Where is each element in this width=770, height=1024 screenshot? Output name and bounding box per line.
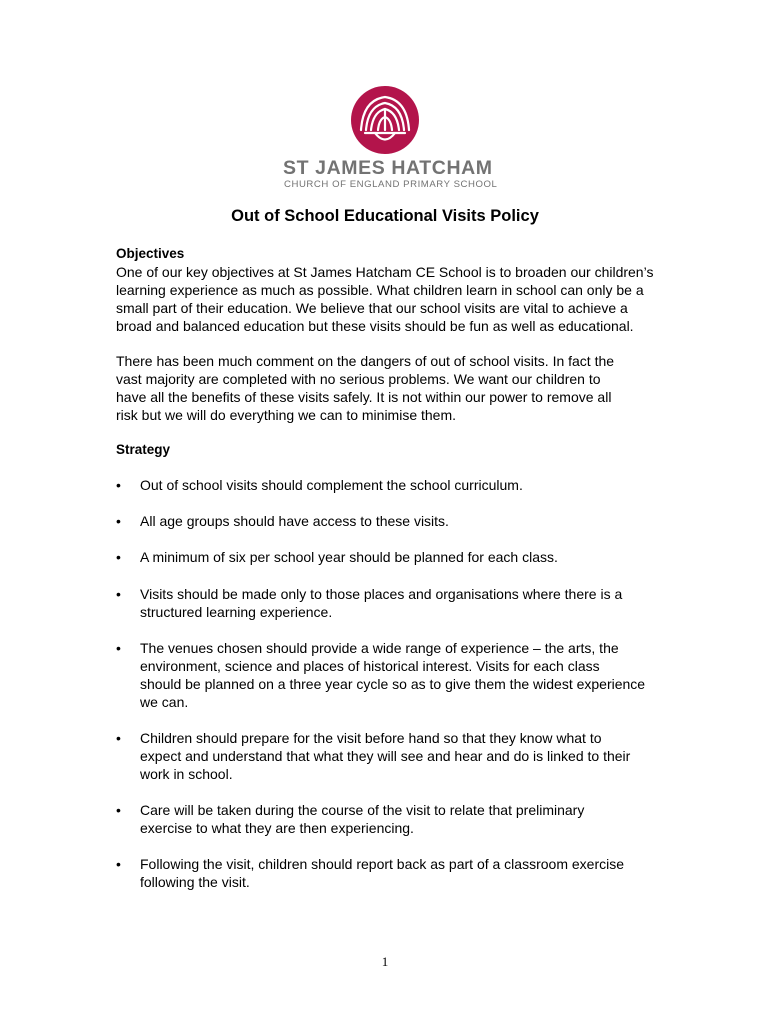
objectives-heading: Objectives — [116, 246, 185, 261]
bullet-icon: • — [116, 640, 121, 656]
objectives-paragraph-2 — [116, 352, 676, 424]
document-title: Out of School Educational Visits Policy — [231, 207, 539, 225]
text-line: Care will be taken during the course of the visit to relate that preliminary — [140, 802, 585, 818]
bullet-icon: • — [116, 730, 121, 746]
text-line: A minimum of six per school year should be planned for each class. — [140, 549, 558, 565]
text-line: work in school. — [140, 766, 233, 782]
text-line: All age groups should have access to these visits. — [140, 513, 449, 529]
text-line: following the visit. — [140, 874, 250, 890]
bullet-icon: • — [116, 856, 121, 872]
text-line: we can. — [140, 694, 189, 710]
school-logo-icon — [351, 86, 419, 154]
text-line: exercise to what they are then experiencing. — [140, 820, 414, 836]
text-line: vast majority are completed with no serious problems. We want our children to — [116, 371, 601, 387]
school-subtitle: CHURCH OF ENGLAND PRIMARY SCHOOL — [284, 179, 498, 190]
text-line: risk but we will do everything we can to minimise them. — [116, 407, 457, 423]
text-line: One of our key objectives at St James Hatcham CE School is to broaden our children’s — [116, 264, 654, 280]
bullet-icon: • — [116, 513, 121, 529]
text-line: small part of their education. We believe that our school visits are vital to achieve a — [116, 300, 628, 316]
page-number: 1 — [381, 954, 389, 969]
strategy-heading: Strategy — [116, 442, 171, 457]
text-line: have all the benefits of these visits safely. It is not within our power to remove all — [116, 389, 612, 405]
school-name: ST JAMES HATCHAM — [283, 157, 493, 179]
text-line: Out of school visits should complement the school curriculum. — [140, 477, 523, 493]
objectives-paragraph-1 — [116, 263, 676, 335]
text-line: Visits should be made only to those places and organisations where there is a — [140, 586, 623, 602]
bullet-icon: • — [116, 802, 121, 818]
text-line: expect and understand that what they will see and hear and do is linked to their — [140, 748, 631, 764]
text-line: The venues chosen should provide a wide range of experience – the arts, the — [140, 640, 619, 656]
bullet-icon: • — [116, 549, 121, 565]
text-line: should be planned on a three year cycle so as to give them the widest experience — [140, 676, 646, 692]
text-line: learning experience as much as possible. What children learn in school can only be a — [116, 282, 644, 298]
text-line: environment, science and places of historical interest. Visits for each class — [140, 658, 600, 674]
text-line: Children should prepare for the visit before hand so that they know what to — [140, 730, 602, 746]
text-line: Following the visit, children should report back as part of a classroom exercise — [140, 856, 624, 872]
text-line: broad and balanced education but these visits should be fun as well as educational. — [116, 318, 634, 334]
text-line: structured learning experience. — [140, 604, 333, 620]
bullet-icon: • — [116, 477, 121, 493]
bullet-icon: • — [116, 586, 121, 602]
text-line: There has been much comment on the dangers of out of school visits. In fact the — [116, 353, 615, 369]
